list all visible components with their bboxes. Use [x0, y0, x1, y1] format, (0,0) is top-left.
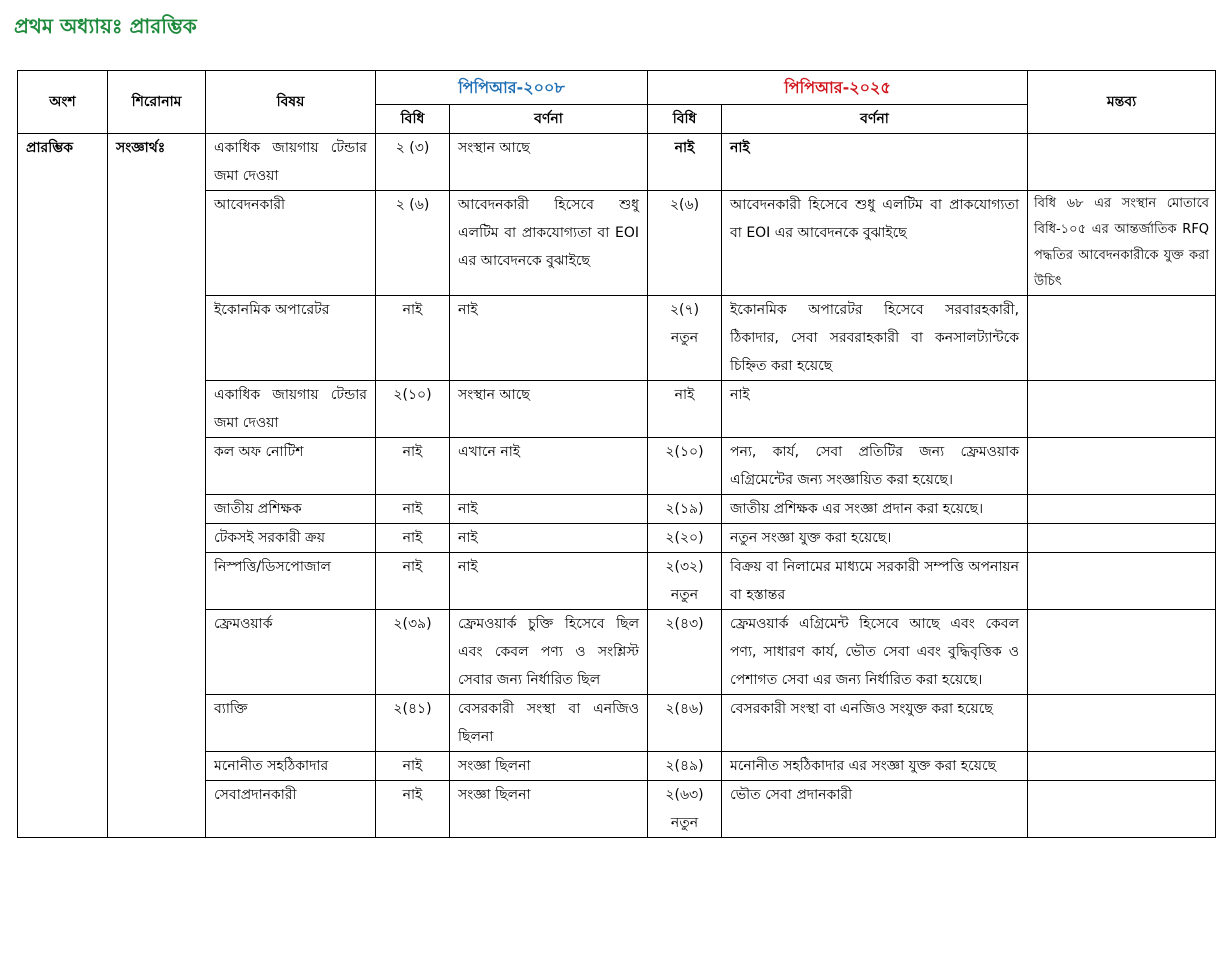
description-2008-cell: সংজ্ঞা ছিলনা	[450, 752, 648, 781]
header-ppr-2025: পিপিআর-২০২৫	[648, 71, 1028, 105]
description-2008-cell: বেসরকারী সংস্থা বা এনজিও ছিলনা	[450, 695, 648, 752]
table-row	[18, 134, 1216, 191]
header-description-2025: বর্ণনা	[722, 105, 1028, 134]
subject-cell: ফ্রেমওয়ার্ক	[206, 610, 376, 695]
subject-cell: কল অফ নোটিশ	[206, 438, 376, 495]
rule-2008-cell: নাই	[376, 752, 450, 781]
subject-cell: টেকসই সরকারী ক্রয়	[206, 524, 376, 553]
description-2008-cell: সংস্থান আছে	[450, 381, 648, 438]
description-2025-cell: জাতীয় প্রশিক্ষক এর সংজ্ঞা প্রদান করা হয়েছে।	[722, 495, 1028, 524]
subject-cell: আবেদনকারী	[206, 191, 376, 296]
comment-cell	[1028, 752, 1216, 781]
header-part: অংশ	[18, 71, 108, 134]
description-2008-cell: আবেদনকারী হিসেবে শুধু এলটিম বা প্রাকযোগ্যতা বা EOI এর আবেদনকে বুঝাইছে	[450, 191, 648, 296]
rule-2025-cell: নাই	[648, 381, 722, 438]
comment-cell	[1028, 134, 1216, 191]
rule-2025-cell: ২(১০)	[648, 438, 722, 495]
description-2008-cell: সংজ্ঞা ছিলনা	[450, 781, 648, 838]
subject-cell: মনোনীত সহঠিকাদার	[206, 752, 376, 781]
comment-cell	[1028, 495, 1216, 524]
description-2008-cell: ফ্রেমওয়ার্ক চুক্তি হিসেবে ছিল এবং কেবল পণ্য ও সংশ্লিস্ট সেবার জন্য নির্ধারিত ছিল	[450, 610, 648, 695]
description-2008-cell: নাই	[450, 495, 648, 524]
subject-cell: ইকোনমিক অপারেটর	[206, 296, 376, 381]
rule-2025-cell: ২(৪৩)	[648, 610, 722, 695]
comment-cell	[1028, 524, 1216, 553]
header-description-2008: বর্ণনা	[450, 105, 648, 134]
description-2008-cell: নাই	[450, 524, 648, 553]
subject-cell: একাধিক জায়গায় টেন্ডার জমা দেওয়া	[206, 381, 376, 438]
chapter-heading: প্রথম অধ্যায়ঃ প্রারম্ভিক	[14, 14, 197, 38]
rule-2008-cell: নাই	[376, 553, 450, 610]
rule-2008-cell: নাই	[376, 524, 450, 553]
description-2025-cell: বিক্রয় বা নিলামের মাধ্যমে সরকারী সম্পত্তি অপনায়ন বা হস্তান্তর	[722, 553, 1028, 610]
comment-cell	[1028, 296, 1216, 381]
comment-cell	[1028, 695, 1216, 752]
description-2025-cell: বেসরকারী সংস্থা বা এনজিও সংযুক্ত করা হয়েছে	[722, 695, 1028, 752]
rule-2008-cell: ২(৩৯)	[376, 610, 450, 695]
description-2008-cell: নাই	[450, 296, 648, 381]
description-2025-cell: নাই	[722, 381, 1028, 438]
rule-2008-cell: ২ (৩)	[376, 134, 450, 191]
header-subject: বিষয়	[206, 71, 376, 134]
description-2008-cell: এখানে নাই	[450, 438, 648, 495]
comment-cell: বিধি ৬৮ এর সংস্থান মোতাবে বিধি-১০৫ এর আন্তর্জাতিক RFQ পদ্ধতির আবেদনকারীকে যুক্ত করা উচিৎ	[1028, 191, 1216, 296]
rule-2025-cell: ২(১৯)	[648, 495, 722, 524]
subject-cell: ব্যাক্তি	[206, 695, 376, 752]
part-cell: প্রারম্ভিক	[18, 134, 108, 838]
rule-2025-cell: ২(২০)	[648, 524, 722, 553]
comparison-table	[17, 70, 1216, 838]
comment-cell	[1028, 610, 1216, 695]
rule-2025-cell: ২(৬)	[648, 191, 722, 296]
comment-cell	[1028, 381, 1216, 438]
rule-2008-cell: ২(৪১)	[376, 695, 450, 752]
header-rule-2008: বিধি	[376, 105, 450, 134]
header-rule-2025: বিধি	[648, 105, 722, 134]
rule-2025-cell: ২(৩২) নতুন	[648, 553, 722, 610]
rule-2008-cell: নাই	[376, 781, 450, 838]
description-2025-cell: ইকোনমিক অপারেটর হিসেবে সরবারহকারী, ঠিকাদার, সেবা সরবরাহকারী বা কনসালট্যান্টকে চিহ্নিত করা হয়েছে	[722, 296, 1028, 381]
comment-cell	[1028, 553, 1216, 610]
description-2025-cell: ভৌত সেবা প্রদানকারী	[722, 781, 1028, 838]
header-ppr-2008: পিপিআর-২০০৮	[376, 71, 648, 105]
description-2025-cell: মনোনীত সহঠিকাদার এর সংজ্ঞা যুক্ত করা হয়েছে	[722, 752, 1028, 781]
description-2008-cell: নাই	[450, 553, 648, 610]
rule-2025-cell: ২(৬৩) নতুন	[648, 781, 722, 838]
rule-2008-cell: ২(১০)	[376, 381, 450, 438]
rule-2025-cell: ২(৪৬)	[648, 695, 722, 752]
subject-cell: সেবাপ্রদানকারী	[206, 781, 376, 838]
subject-cell: নিস্পত্তি/ডিসপোজাল	[206, 553, 376, 610]
description-2025-cell: ফ্রেমওয়ার্ক এগ্রিমেন্ট হিসেবে আছে এবং কেবল পণ্য, সাধারণ কার্য, ভৌত সেবা এবং বুদ্ধিবৃত্তিক ও পেশাগত সেবা এর জন্য নির্ধারিত করা হয়েছে।	[722, 610, 1028, 695]
description-2008-cell: সংস্থান আছে	[450, 134, 648, 191]
description-2025-cell: পন্য, কার্য, সেবা প্রতিটির জন্য ফ্রেমওয়াক এগ্রিমেন্টের জন্য সংজ্ঞায়িত করা হয়েছে।	[722, 438, 1028, 495]
rule-2025-cell: নাই	[648, 134, 722, 191]
description-2025-cell: নাই	[722, 134, 1028, 191]
title-cell: সংজ্ঞার্থঃ	[108, 134, 206, 838]
description-2025-cell: নতুন সংজ্ঞা যুক্ত করা হয়েছে।	[722, 524, 1028, 553]
subject-cell: একাধিক জায়গায় টেন্ডার জমা দেওয়া	[206, 134, 376, 191]
header-title: শিরোনাম	[108, 71, 206, 134]
comment-cell	[1028, 781, 1216, 838]
header-comment: মন্তব্য	[1028, 71, 1216, 134]
subject-cell: জাতীয় প্রশিক্ষক	[206, 495, 376, 524]
rule-2008-cell: নাই	[376, 438, 450, 495]
rule-2008-cell: ২ (৬)	[376, 191, 450, 296]
comment-cell	[1028, 438, 1216, 495]
description-2025-cell: আবেদনকারী হিসেবে শুধু এলটিম বা প্রাকযোগ্যতা বা EOI এর আবেদনকে বুঝাইছে	[722, 191, 1028, 296]
rule-2025-cell: ২(৪৯)	[648, 752, 722, 781]
rule-2008-cell: নাই	[376, 495, 450, 524]
rule-2025-cell: ২(৭) নতুন	[648, 296, 722, 381]
rule-2008-cell: নাই	[376, 296, 450, 381]
